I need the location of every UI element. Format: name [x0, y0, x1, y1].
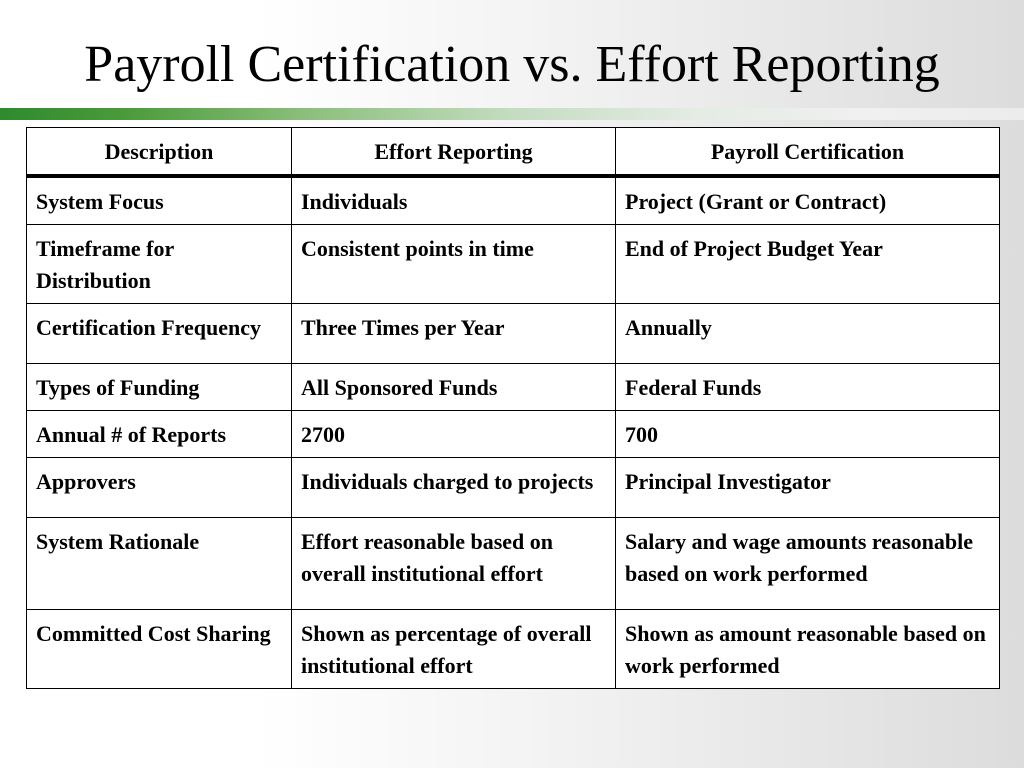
row-description-cell: Annual # of Reports — [27, 411, 292, 458]
row-payroll-certification-cell: Principal Investigator — [616, 458, 1000, 518]
table-header-row — [27, 128, 1000, 177]
row-payroll-certification-cell: Annually — [616, 304, 1000, 364]
row-effort-reporting-cell: 2700 — [292, 411, 616, 458]
table-row — [27, 176, 1000, 225]
row-effort-reporting-cell: Effort reasonable based on overall institutional effort — [292, 518, 616, 610]
row-description-cell: System Focus — [27, 176, 292, 225]
row-effort-reporting-cell: Consistent points in time — [292, 225, 616, 304]
header-effort-reporting: Effort Reporting — [292, 128, 616, 177]
row-payroll-certification-cell: Shown as amount reasonable based on work performed — [616, 610, 1000, 689]
header-description: Description — [27, 128, 292, 177]
row-effort-reporting-cell: All Sponsored Funds — [292, 364, 616, 411]
row-effort-reporting-cell: Three Times per Year — [292, 304, 616, 364]
table-row — [27, 304, 1000, 364]
row-effort-reporting-cell: Shown as percentage of overall institutional effort — [292, 610, 616, 689]
row-effort-reporting-cell: Individuals — [292, 176, 616, 225]
title-divider-rule — [0, 108, 1024, 120]
row-description-cell: Certification Frequency — [27, 304, 292, 364]
row-effort-reporting-cell: Individuals charged to projects — [292, 458, 616, 518]
header-payroll-certification: Payroll Certification — [616, 128, 1000, 177]
row-description-cell: Types of Funding — [27, 364, 292, 411]
table-row — [27, 364, 1000, 411]
row-payroll-certification-cell: Salary and wage amounts reasonable based on work performed — [616, 518, 1000, 610]
slide-title: Payroll Certification vs. Effort Reporting — [84, 36, 940, 93]
row-description-cell: Committed Cost Sharing — [27, 610, 292, 689]
table-row — [27, 458, 1000, 518]
table-row — [27, 411, 1000, 458]
row-payroll-certification-cell: Federal Funds — [616, 364, 1000, 411]
row-description-cell: System Rationale — [27, 518, 292, 610]
comparison-table — [26, 127, 1000, 689]
row-payroll-certification-cell: 700 — [616, 411, 1000, 458]
row-description-cell: Timeframe for Distribution — [27, 225, 292, 304]
row-payroll-certification-cell: Project (Grant or Contract) — [616, 176, 1000, 225]
table-row — [27, 610, 1000, 689]
row-description-cell: Approvers — [27, 458, 292, 518]
table-row — [27, 518, 1000, 610]
row-payroll-certification-cell: End of Project Budget Year — [616, 225, 1000, 304]
table-row — [27, 225, 1000, 304]
